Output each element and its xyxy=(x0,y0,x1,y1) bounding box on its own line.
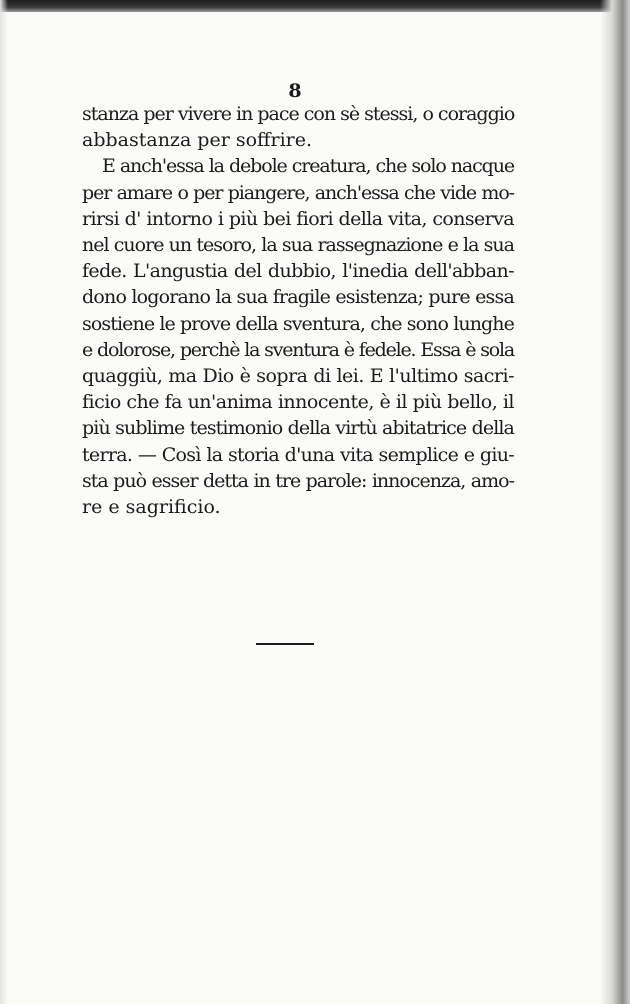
text-line: rirsi d' intorno i più bei fiori della vita, conserva xyxy=(82,207,514,230)
text-line: fede. L'angustia del dubbio, l'inedia dell'abban- xyxy=(82,260,514,283)
text-line: E anch'essa la debole creatura, che solo nacque xyxy=(102,155,514,178)
text-line: terra. — Così la storia d'una vita semplice e giu- xyxy=(82,443,514,466)
page-binding-edge xyxy=(600,0,630,1004)
body-text xyxy=(82,101,514,520)
text-line: stanza per vivere in pace con sè stessi, o coraggio xyxy=(82,103,515,125)
page-number: 8 xyxy=(288,80,302,102)
text-line: quaggiù, ma Dio è sopra di lei. E l'ultimo sacri- xyxy=(82,365,514,388)
text-line: re e sagrificio. xyxy=(82,496,221,519)
text-line: sostiene le prove della sventura, che sono lunghe xyxy=(82,312,514,335)
text-line: per amare o per piangere, anch'essa che vide mo- xyxy=(82,181,514,204)
scan-top-edge xyxy=(0,0,630,12)
text-line: nel cuore un tesoro, la sua rassegnazione e la sua xyxy=(82,234,514,257)
text-line: abbastanza per soffrire. xyxy=(82,129,313,152)
text-line: ficio che fa un'anima innocente, è il più bello, il xyxy=(82,391,514,414)
section-end-rule xyxy=(256,643,314,645)
page-left-shadow xyxy=(0,0,8,1004)
text-line: più sublime testimonio della virtù abitatrice della xyxy=(82,417,514,440)
text-line: dono logorano la sua fragile esistenza; pure essa xyxy=(82,286,514,309)
text-line: sta può esser detta in tre parole: innocenza, amo- xyxy=(82,469,514,492)
text-line: e dolorose, perchè la sventura è fedele. Essa è sola xyxy=(82,338,514,361)
